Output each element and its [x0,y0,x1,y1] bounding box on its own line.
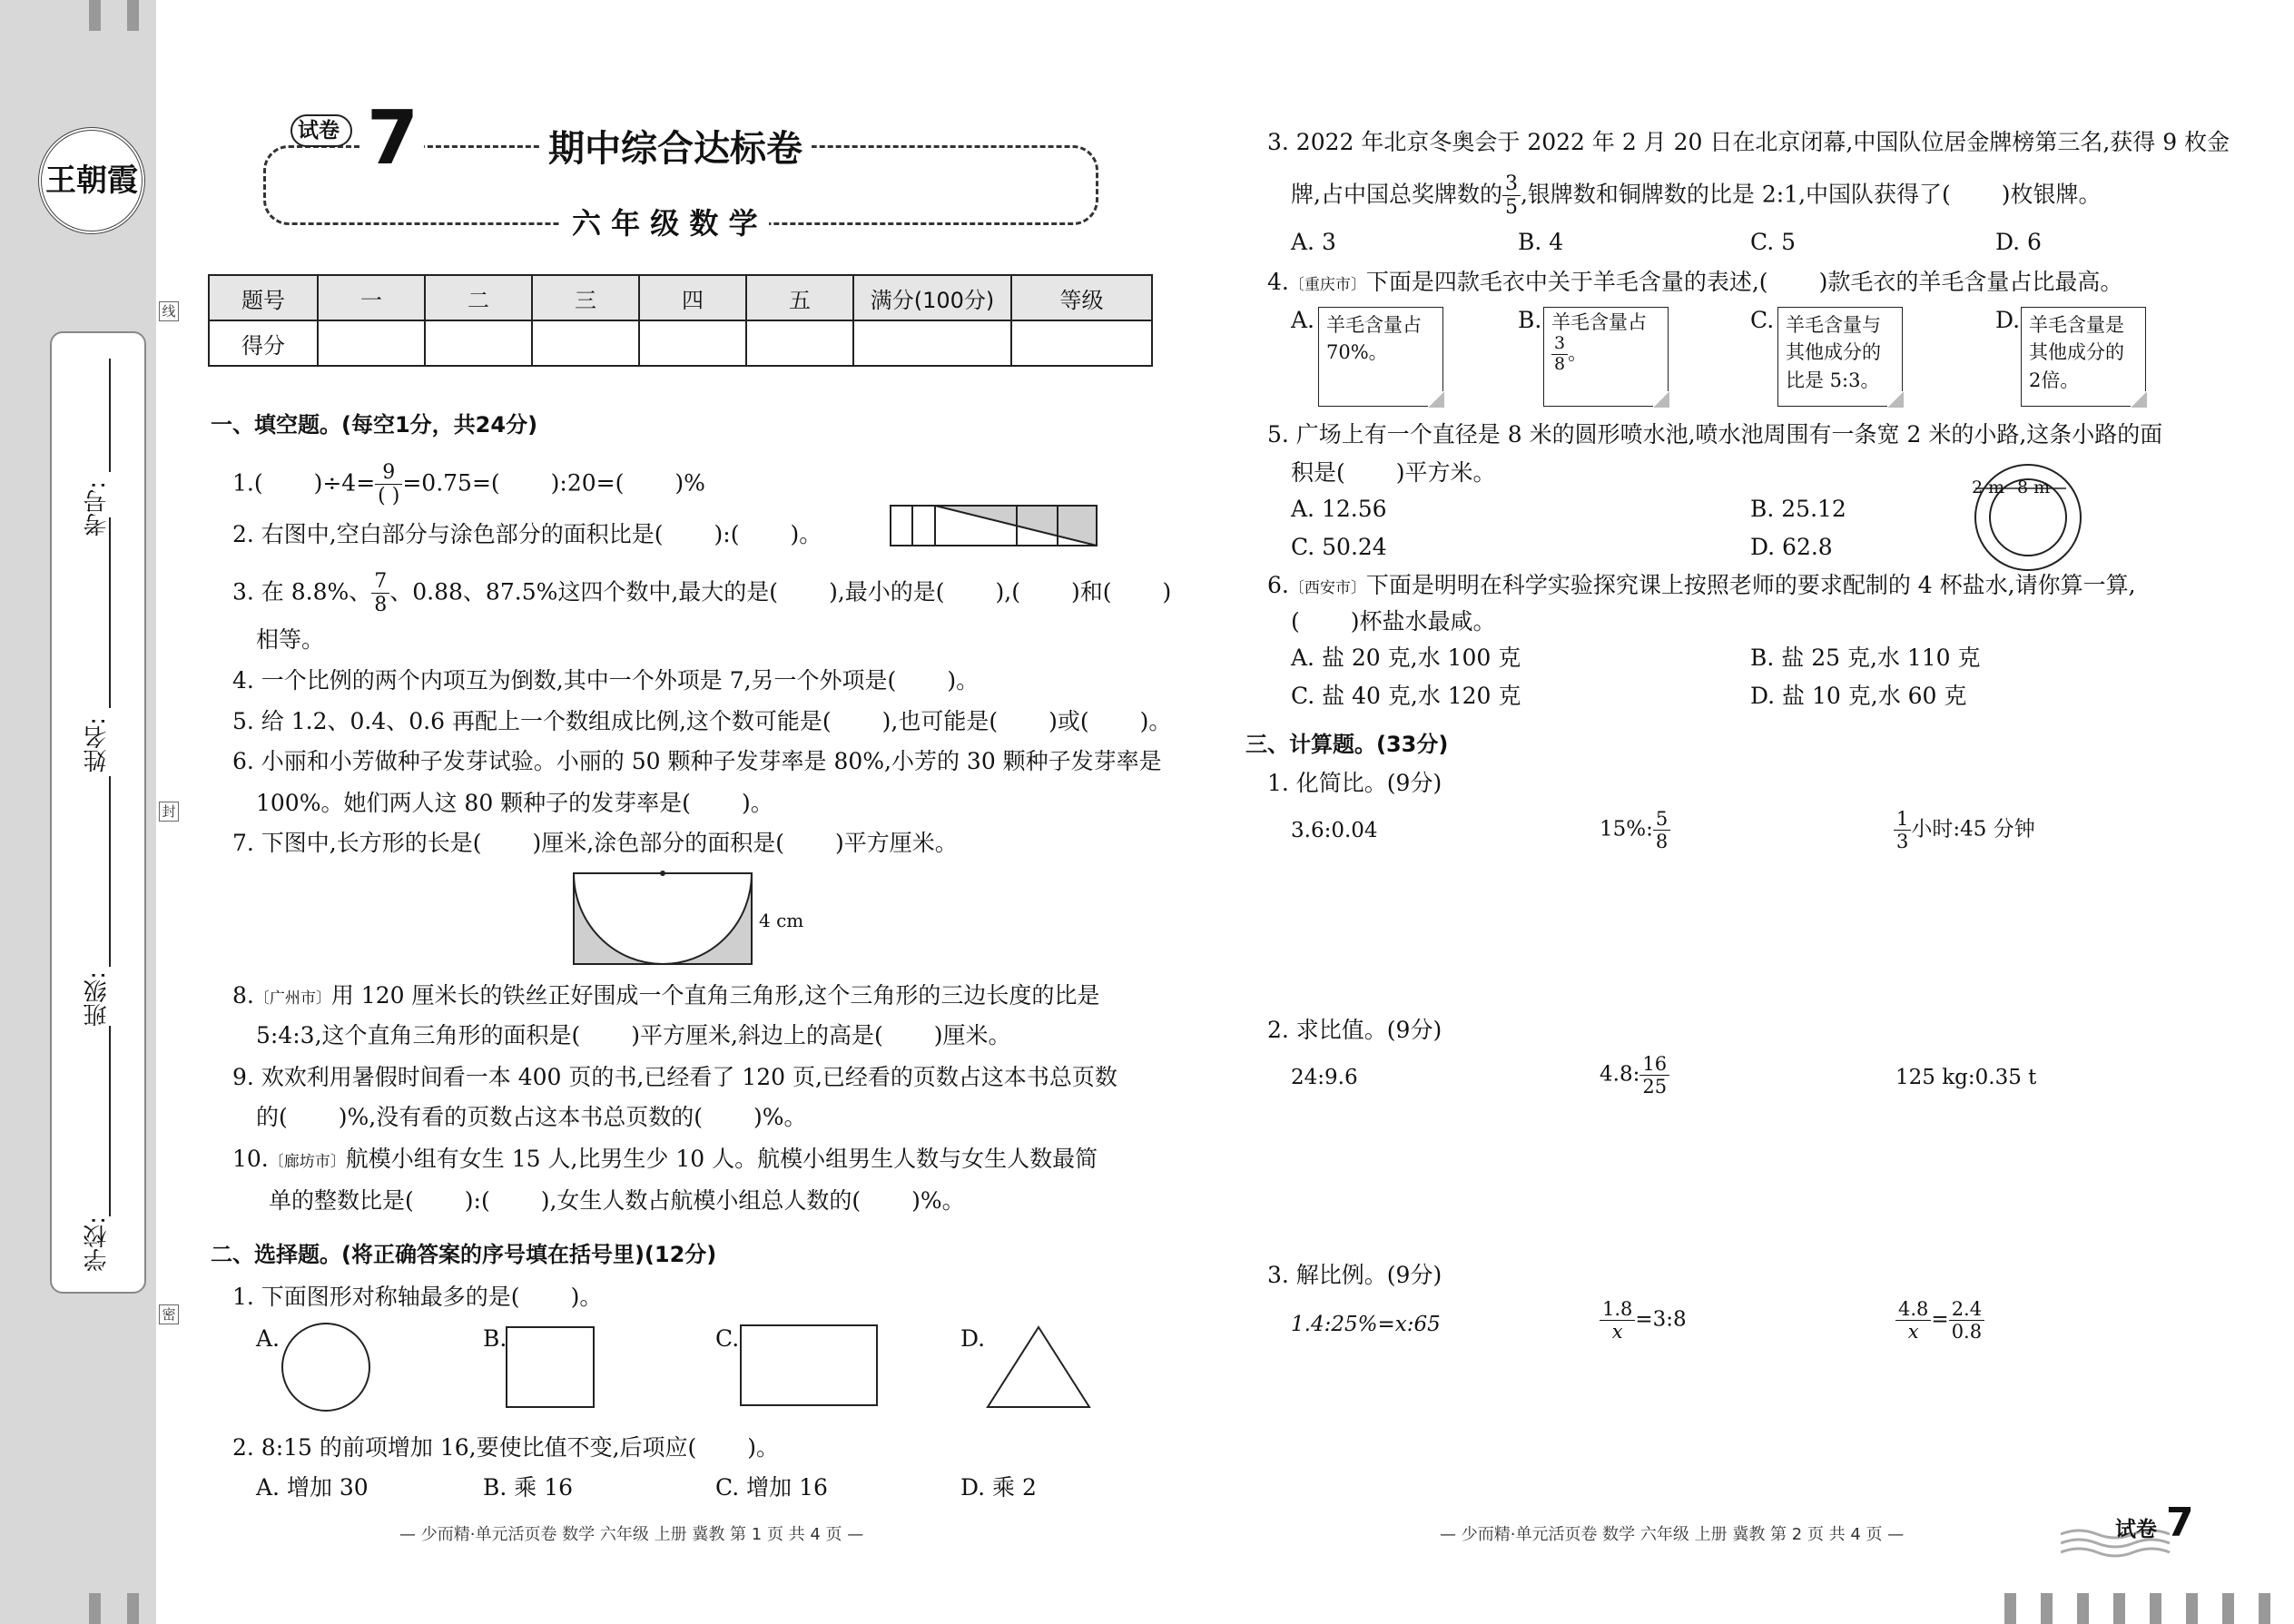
rectangle-shape [739,1324,881,1409]
proportion-2: $\frac{1.8}{x}$ =3:8 [1600,1298,1687,1343]
q2-4-option-d[interactable]: D. [1995,307,2021,333]
footer-left: — 少而精·单元活页卷 数学 六年级 上册 冀教 第 1 页 共 4 页 — [399,1525,864,1544]
exam-no-field[interactable] [109,359,111,472]
top-mark [127,0,139,31]
bottom-mark [2222,1593,2234,1624]
pool-diameter-label: 8 m [2017,477,2051,497]
table-cell: 五 [746,275,853,320]
score-cell[interactable] [425,320,532,366]
table-cell: 三 [532,275,639,320]
table-cell: 得分 [209,320,318,366]
page-subtitle: 六 年 级 数 学 [561,209,769,238]
score-cell[interactable] [1011,320,1152,366]
section-1-title: 一、填空题。(每空1分，共24分) [211,412,538,438]
simplify-2: 15%: $\frac{5}{8}$ [1600,808,1670,852]
table-cell: 满分(100分) [853,275,1011,320]
q2-1: 1. 下面图形对称轴最多的是( )。 [232,1284,603,1310]
q2-1-option-a[interactable]: A. [256,1325,281,1352]
score-cell[interactable] [318,320,425,366]
proportion-1: 1.4:25%=x:65 [1291,1313,1441,1336]
bottom-mark [127,1593,139,1624]
q2-4-option-b[interactable]: B. [1518,307,1542,333]
exam-no-label: 考号: [84,481,111,536]
q2-5-option-b[interactable]: B. 25.12 [1750,496,1846,522]
score-cell[interactable] [746,320,853,366]
q1-9: 9. 欢欢利用暑假时间看一本 400 页的书,已经看了 120 页,已经看的页数占这本书总页数 [232,1064,1117,1090]
square-shape [505,1325,597,1409]
logo-text: 王朝霞 [45,162,138,199]
q2-4: 4.〔重庆市〕下面是四款毛衣中关于羊毛含量的表述,( )款毛衣的羊毛含量占比最高。 [1267,269,2123,295]
bottom-mark [2004,1593,2016,1624]
wool-note-c: 羊毛含量与 其他成分的 比是 5:3。 [1777,307,1903,407]
q2-5-option-d[interactable]: D. 62.8 [1750,534,1833,560]
name-label: 姓名: [84,717,111,773]
q1-7-figure [572,870,753,968]
q2-3: 3. 2022 年北京冬奥会于 2022 年 2 月 20 日在北京闭幕,中国队位居金牌榜第三名,获得 9 枚金 [1267,129,2230,155]
exam-number: 7 [361,102,424,176]
name-field[interactable] [109,517,111,708]
page-title: 期中综合达标卷 [539,131,812,167]
q2-2-option-c[interactable]: C. 增加 16 [715,1474,828,1501]
q2-2-option-d[interactable]: D. 乘 2 [960,1474,1037,1501]
q2-1-option-c[interactable]: C. [715,1325,740,1352]
q2-6-option-a[interactable]: A. 盐 20 克,水 100 克 [1291,645,1521,671]
q1-2-figure [890,504,1098,547]
exam-badge: 试卷 [290,114,352,147]
bottom-mark [2077,1593,2089,1624]
ratio-value-2: 4.8: $\frac{16}{25}$ [1600,1053,1669,1097]
ratio-value-1: 24:9.6 [1291,1066,1358,1089]
wool-note-b: 羊毛含量占 $\frac{3}{8}$ 。 [1543,307,1669,407]
q2-5: 5. 广场上有一个直径是 8 米的圆形喷水池,喷水池周围有一条宽 2 米的小路,这条小路的面 [1267,421,2163,448]
q1-2: 2. 右图中,空白部分与涂色部分的面积比是( ):( )。 [232,521,822,547]
q1-3: 3. 在 8.8%、 $\frac{7}{8}$ 、0.88、87.5%这四个数中,最大的是( ),最小的是( ),( )和( ) [232,570,1172,617]
ratio-value-3: 125 kg:0.35 t [1895,1066,2037,1089]
q1-7-dimension: 4 cm [759,910,804,931]
q1-4: 4. 一个比例的两个内项互为倒数,其中一个外项是 7,另一个外项是( )。 [232,667,980,694]
score-cell[interactable] [639,320,746,366]
score-table-header [209,275,1152,320]
cut-mark-seal: 封 [159,802,179,822]
q1-7: 7. 下图中,长方形的长是( )厘米,涂色部分的面积是( )平方厘米。 [232,830,958,856]
q1-9-line2: 的( )%,没有看的页数占这本书总页数的( )%。 [256,1104,807,1130]
section-3-title: 三、计算题。(33分) [1245,732,1449,757]
q2-5-option-a[interactable]: A. 12.56 [1291,496,1387,522]
bottom-mark [2113,1593,2125,1624]
cut-mark-secret: 密 [159,1304,179,1324]
bottom-mark [2041,1593,2053,1624]
q2-5-line2: 积是( )平方米。 [1291,459,1496,486]
school-label: 学校: [84,1216,111,1272]
section-2-title: 二、选择题。(将正确答案的序号填在括号里)(12分) [211,1242,717,1267]
path-width-label: 2 m [1972,477,2005,497]
part-1-title: 1. 化简比。(9分) [1267,770,1442,796]
footer-badge: 试卷 [2115,1518,2157,1541]
q2-2-option-a[interactable]: A. 增加 30 [256,1474,369,1501]
top-mark [89,0,101,31]
q1-5: 5. 给 1.2、0.4、0.6 再配上一个数组成比例,这个数可能是( ),也可能是( )或( )。 [232,708,1172,734]
q2-1-option-d[interactable]: D. [960,1325,986,1352]
simplify-1: 3.6:0.04 [1291,819,1378,842]
class-label: 班级: [84,971,111,1027]
q1-3-line2: 相等。 [256,626,325,653]
q2-6-option-b[interactable]: B. 盐 25 克,水 110 克 [1750,645,1981,671]
q2-3-line2: 牌,占中国总奖牌数的 $\frac{3}{5}$ ,银牌数和铜牌数的比是 2:1,中国队获得了( )枚银牌。 [1291,172,2102,220]
table-cell: 等级 [1011,275,1152,320]
simplify-3: $\frac{1}{3}$ 小时:45 分钟 [1894,808,2035,852]
part-2-title: 2. 求比值。(9分) [1267,1017,1442,1043]
class-field[interactable] [109,776,111,967]
q1-10-line2: 单的整数比是( ):( ),女生人数占航模小组总人数的( )%。 [269,1187,965,1214]
publisher-logo [38,127,145,234]
q2-4-option-a[interactable]: A. [1291,307,1315,333]
q2-6-option-c[interactable]: C. 盐 40 克,水 120 克 [1291,683,1521,709]
q2-2: 2. 8:15 的前项增加 16,要使比值不变,后项应( )。 [232,1434,780,1461]
q1-6: 6. 小丽和小芳做种子发芽试验。小丽的 50 颗种子发芽率是 80%,小芳的 30 颗种子发芽率是 [232,748,1162,774]
footer-right: — 少而精·单元活页卷 数学 六年级 上册 冀教 第 2 页 共 4 页 — [1440,1525,1905,1544]
score-cell[interactable] [532,320,639,366]
q2-3-option-c[interactable]: C. 5 [1750,229,1797,255]
wool-note-d: 羊毛含量是 其他成分的 2倍。 [2021,307,2146,407]
q2-6-line2: ( )杯盐水最咸。 [1291,608,1496,635]
score-cell[interactable] [853,320,1011,366]
circle-shape [280,1321,372,1413]
q1-8-line2: 5:4:3,这个直角三角形的面积是( )平方厘米,斜边上的高是( )厘米。 [256,1022,1011,1048]
q1-1: 1.( )÷4= $\frac{9}{( )}$ =0.75=( ):20=( )% [232,461,705,508]
q2-6: 6.〔西安市〕下面是明明在科学实验探究课上按照老师的要求配制的 4 杯盐水,请你算一算, [1267,572,2136,598]
q2-3-option-d[interactable]: D. 6 [1995,229,2042,255]
q2-3-option-b[interactable]: B. 4 [1518,229,1564,255]
table-cell: 题号 [209,275,318,320]
q2-5-option-c[interactable]: C. 50.24 [1291,534,1387,560]
bottom-mark [89,1593,101,1624]
student-info-panel [50,331,146,1294]
table-cell: 二 [425,275,532,320]
bottom-mark [2150,1593,2161,1624]
proportion-3: $\frac{4.8}{x}$ = $\frac{2.4}{0.8}$ [1895,1298,1984,1343]
q1-8: 8.〔广州市〕用 120 厘米长的铁丝正好围成一个直角三角形,这个三角形的三边长度的比是 [232,982,1100,1009]
table-cell: 四 [639,275,746,320]
q2-1-option-b[interactable]: B. [483,1325,507,1352]
school-field[interactable] [109,1026,111,1216]
score-table [208,274,1153,367]
q2-2-option-b[interactable]: B. 乘 16 [483,1474,574,1501]
footer-badge-number: 7 [2166,1500,2194,1546]
triangle-shape [986,1324,1095,1411]
table-cell: 一 [318,275,425,320]
cut-mark-line: 线 [159,301,179,321]
q1-10: 10.〔廊坊市〕航模小组有女生 15 人,比男生少 10 人。航模小组男生人数与女生人数最简 [232,1146,1098,1172]
score-table-row [209,320,1152,366]
bottom-mark [2186,1593,2198,1624]
part-3-title: 3. 解比例。(9分) [1267,1262,1442,1288]
wool-note-a: 羊毛含量占 70%。 [1318,307,1443,407]
bottom-mark [2259,1593,2270,1624]
q1-6-line2: 100%。她们两人这 80 颗种子的发芽率是( )。 [256,790,773,816]
q2-4-option-c[interactable]: C. [1750,307,1775,333]
q2-3-option-a[interactable]: A. 3 [1291,229,1336,255]
q2-6-option-d[interactable]: D. 盐 10 克,水 60 克 [1750,683,1967,709]
